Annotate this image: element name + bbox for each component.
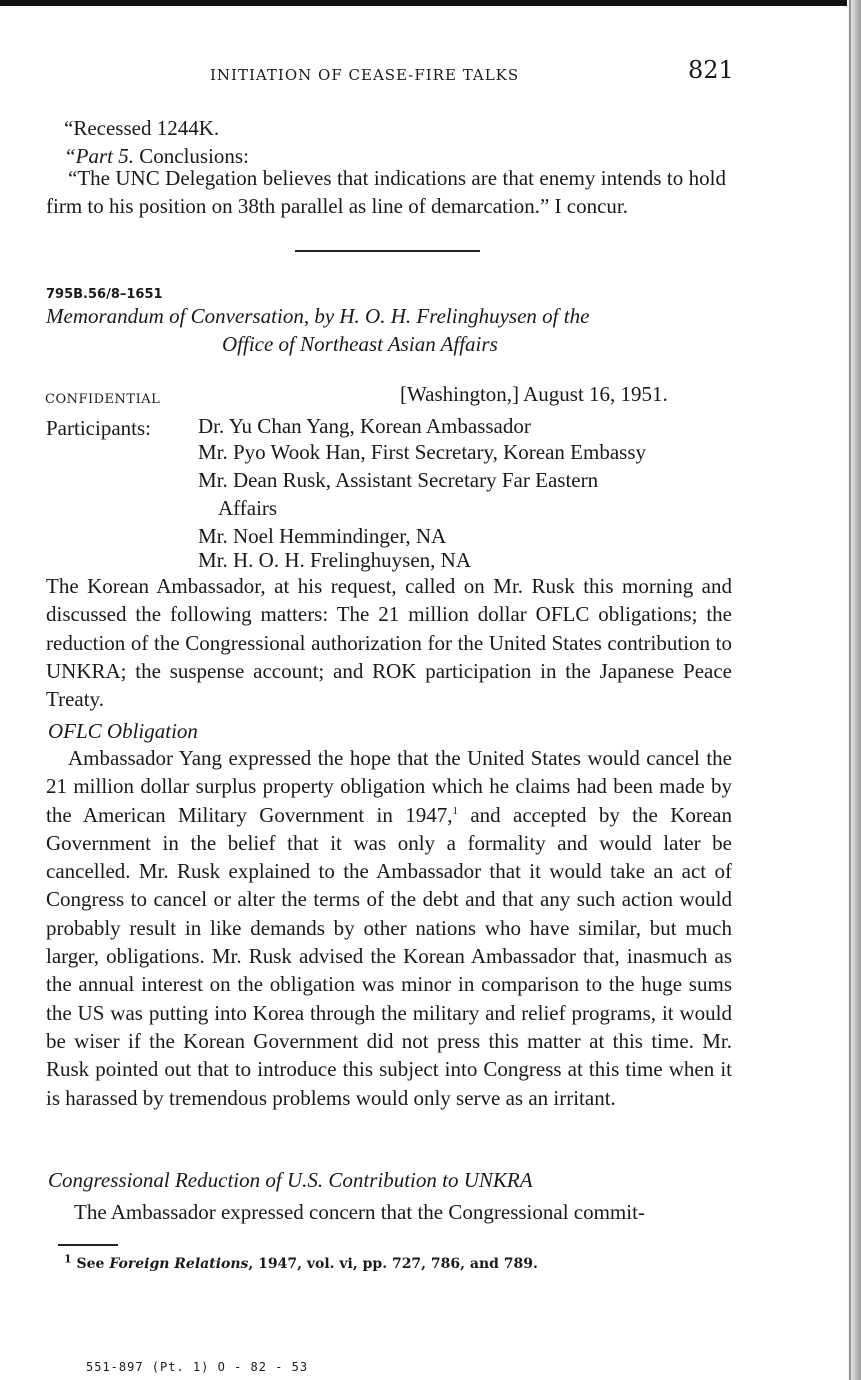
participant-item: Mr. Dean Rusk, Assistant Secretary Far Eastern [198, 468, 599, 492]
printer-code: 551-897 (Pt. 1) O - 82 - 53 [86, 1360, 309, 1374]
participant-item: Mr. Noel Hemmindinger, NA [198, 524, 447, 548]
footnote-reference: 1 [452, 804, 458, 817]
part-text: Conclusions: [134, 144, 249, 168]
document-separator [295, 250, 480, 252]
footnote [64, 1252, 538, 1272]
classification: CONFIDENTIAL [45, 392, 161, 407]
footnote-citation: , 1947, vol. vi, pp. 727, 786, and 789. [248, 1256, 538, 1272]
memo-title-line-2: Office of Northeast Asian Affairs [222, 332, 498, 356]
page-top-border [0, 0, 861, 6]
running-head: INITIATION OF CEASE-FIRE TALKS [210, 66, 520, 84]
intro-paragraph: The Korean Ambassador, at his request, called on Mr. Rusk this morning and discussed the following matters: The 21 million dollar OFLC obligations; the reduction of the Congressional authorization for the United States contribution to UNKRA; the suspense account; and ROK participation in the Japanese Peace Treaty. [46, 574, 732, 712]
conclusion-paragraph: “The UNC Delegation believes that indications are that enemy intends to hold firm to his position on 38th parallel as line of demarcation.” I concur. [46, 166, 726, 219]
footnote-marker: 1 [64, 1252, 72, 1266]
place-date: [Washington,] August 16, 1951. [400, 382, 668, 406]
footnote-prefix: See [71, 1256, 110, 1272]
section-heading-oflc: OFLC Obligation [48, 719, 198, 743]
page-binding-line [849, 0, 851, 1380]
participant-item: Mr. Pyo Wook Han, First Secretary, Korean Embassy [198, 440, 646, 464]
participants-label: Participants: [46, 416, 151, 440]
footnote-rule [58, 1244, 118, 1246]
recess-line: “Recessed 1244K. [64, 116, 220, 140]
footnote-source: Foreign Relations [109, 1256, 249, 1272]
participant-item: Mr. H. O. H. Frelinghuysen, NA [198, 548, 471, 572]
oflc-text-a: Ambassador Yang expressed the hope that the United States would cancel the 21 million dollar surplus property obligation which he claims had been made by the American Military Government in 1947, [46, 746, 732, 827]
page-number: 821 [688, 56, 734, 84]
unkra-paragraph-start: The Ambassador expressed concern that the Congressional commit- [74, 1200, 645, 1224]
oflc-paragraph [46, 744, 732, 1112]
participant-item: Affairs [218, 496, 278, 520]
part-label: “Part 5. [64, 144, 135, 168]
section-heading-unkra: Congressional Reduction of U.S. Contribution to UNKRA [48, 1168, 533, 1192]
participant-item: Dr. Yu Chan Yang, Korean Ambassador [198, 414, 531, 438]
oflc-text-b: and accepted by the Korean Government in the belief that it was only a formality and would later be cancelled. Mr. Rusk explained to the Ambassador that it would take an act of Congress to cancel or alter the terms of the debt and that any such action would probably result in like demands by other nations who have similar, but much larger, obligations. Mr. Rusk advised the Korean Ambassador that, inasmuch as the annual interest on the obligation was minor in comparison to the huge sums the US was putting into Korea through the military and relief programs, it would be wiser if the Korean Government did not press this matter at this time. Mr. Rusk pointed out that to introduce this subject into Congress at this time when it is harassed by tremendous problems would only serve as an irritant. [46, 802, 733, 1110]
file-number: 795B.56/8–1651 [46, 287, 163, 302]
memo-title-line-1: Memorandum of Conversation, by H. O. H. Frelinghuysen of the [46, 304, 590, 328]
